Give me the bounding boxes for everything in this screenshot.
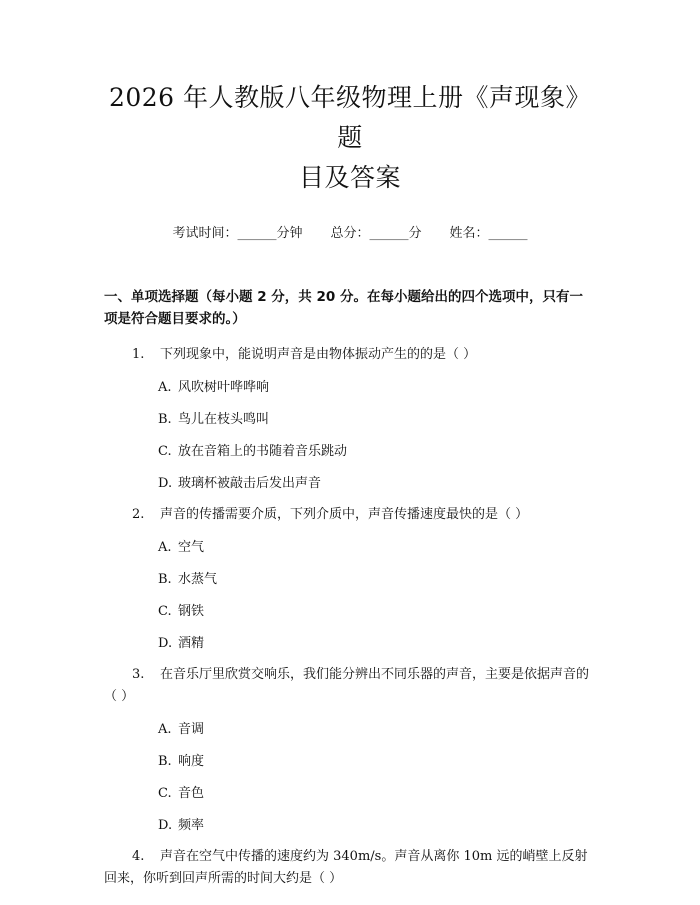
question-2 [104,504,596,526]
question-number: 3. [132,667,145,682]
exam-meta [104,224,596,244]
option-text: 音色 [178,786,205,801]
option-b [158,752,596,772]
option-d [158,816,596,836]
name-field: 姓名：______ [449,226,528,241]
option-text: 放在音箱上的书随着音乐跳动 [178,444,348,459]
option-text: 钢铁 [178,604,205,619]
question-number: 1. [132,347,145,362]
option-label: B. [158,754,172,769]
option-text: 空气 [178,540,205,555]
option-text: 酒精 [178,636,205,651]
option-b [158,410,596,430]
section-heading: 一、单项选择题（每小题 2 分，共 20 分。在每小题给出的四个选项中，只有一项是符合题目要求的。） [104,289,583,327]
option-text: 玻璃杯被敲击后发出声音 [178,476,322,491]
option-d [158,634,596,654]
option-label: B. [158,572,172,587]
option-text: 音调 [178,722,205,737]
option-text: 水蒸气 [178,572,218,587]
question-1-options [104,378,596,494]
option-label: D. [158,818,173,833]
option-c [158,784,596,804]
question-1 [104,344,596,366]
question-number: 4. [132,849,145,864]
option-label: D. [158,476,173,491]
question-4 [104,846,596,890]
question-text: 下列现象中，能说明声音是由物体振动产生的的是（ ） [160,347,477,362]
question-3 [104,664,596,708]
option-text: 风吹树叶哗哗响 [178,380,270,395]
title-line-1: 2026 年人教版八年级物理上册《声现象》题 [108,83,592,152]
option-a [158,720,596,740]
option-text: 响度 [178,754,205,769]
option-label: A. [158,540,172,555]
question-text: 声音的传播需要介质，下列介质中，声音传播速度最快的是（ ） [160,507,529,522]
question-text: 在音乐厅里欣赏交响乐，我们能分辨出不同乐器的声音，主要是依据声音的（ ） [104,667,590,704]
total-score-field: 总分：______分 [330,226,422,241]
question-number: 2. [132,507,145,522]
option-label: A. [158,380,172,395]
document-title [104,78,596,198]
option-label: C. [158,444,172,459]
option-label: D. [158,636,173,651]
option-label: A. [158,722,172,737]
option-a [158,378,596,398]
option-d [158,474,596,494]
question-text: 声音在空气中传播的速度约为 340m/s。声音从离你 10m 远的峭壁上反射回来，你听到回声所需的时间大约是（ ） [104,849,588,886]
option-label: C. [158,786,172,801]
question-3-options [104,720,596,836]
exam-time-field: 考试时间：______分钟 [172,226,303,241]
option-c [158,442,596,462]
option-label: C. [158,604,172,619]
option-text: 频率 [178,818,205,833]
option-b [158,570,596,590]
title-line-2: 目及答案 [298,163,401,192]
option-text: 鸟儿在枝头鸣叫 [178,412,270,427]
option-c [158,602,596,622]
option-a [158,538,596,558]
question-2-options [104,538,596,654]
option-label: B. [158,412,172,427]
